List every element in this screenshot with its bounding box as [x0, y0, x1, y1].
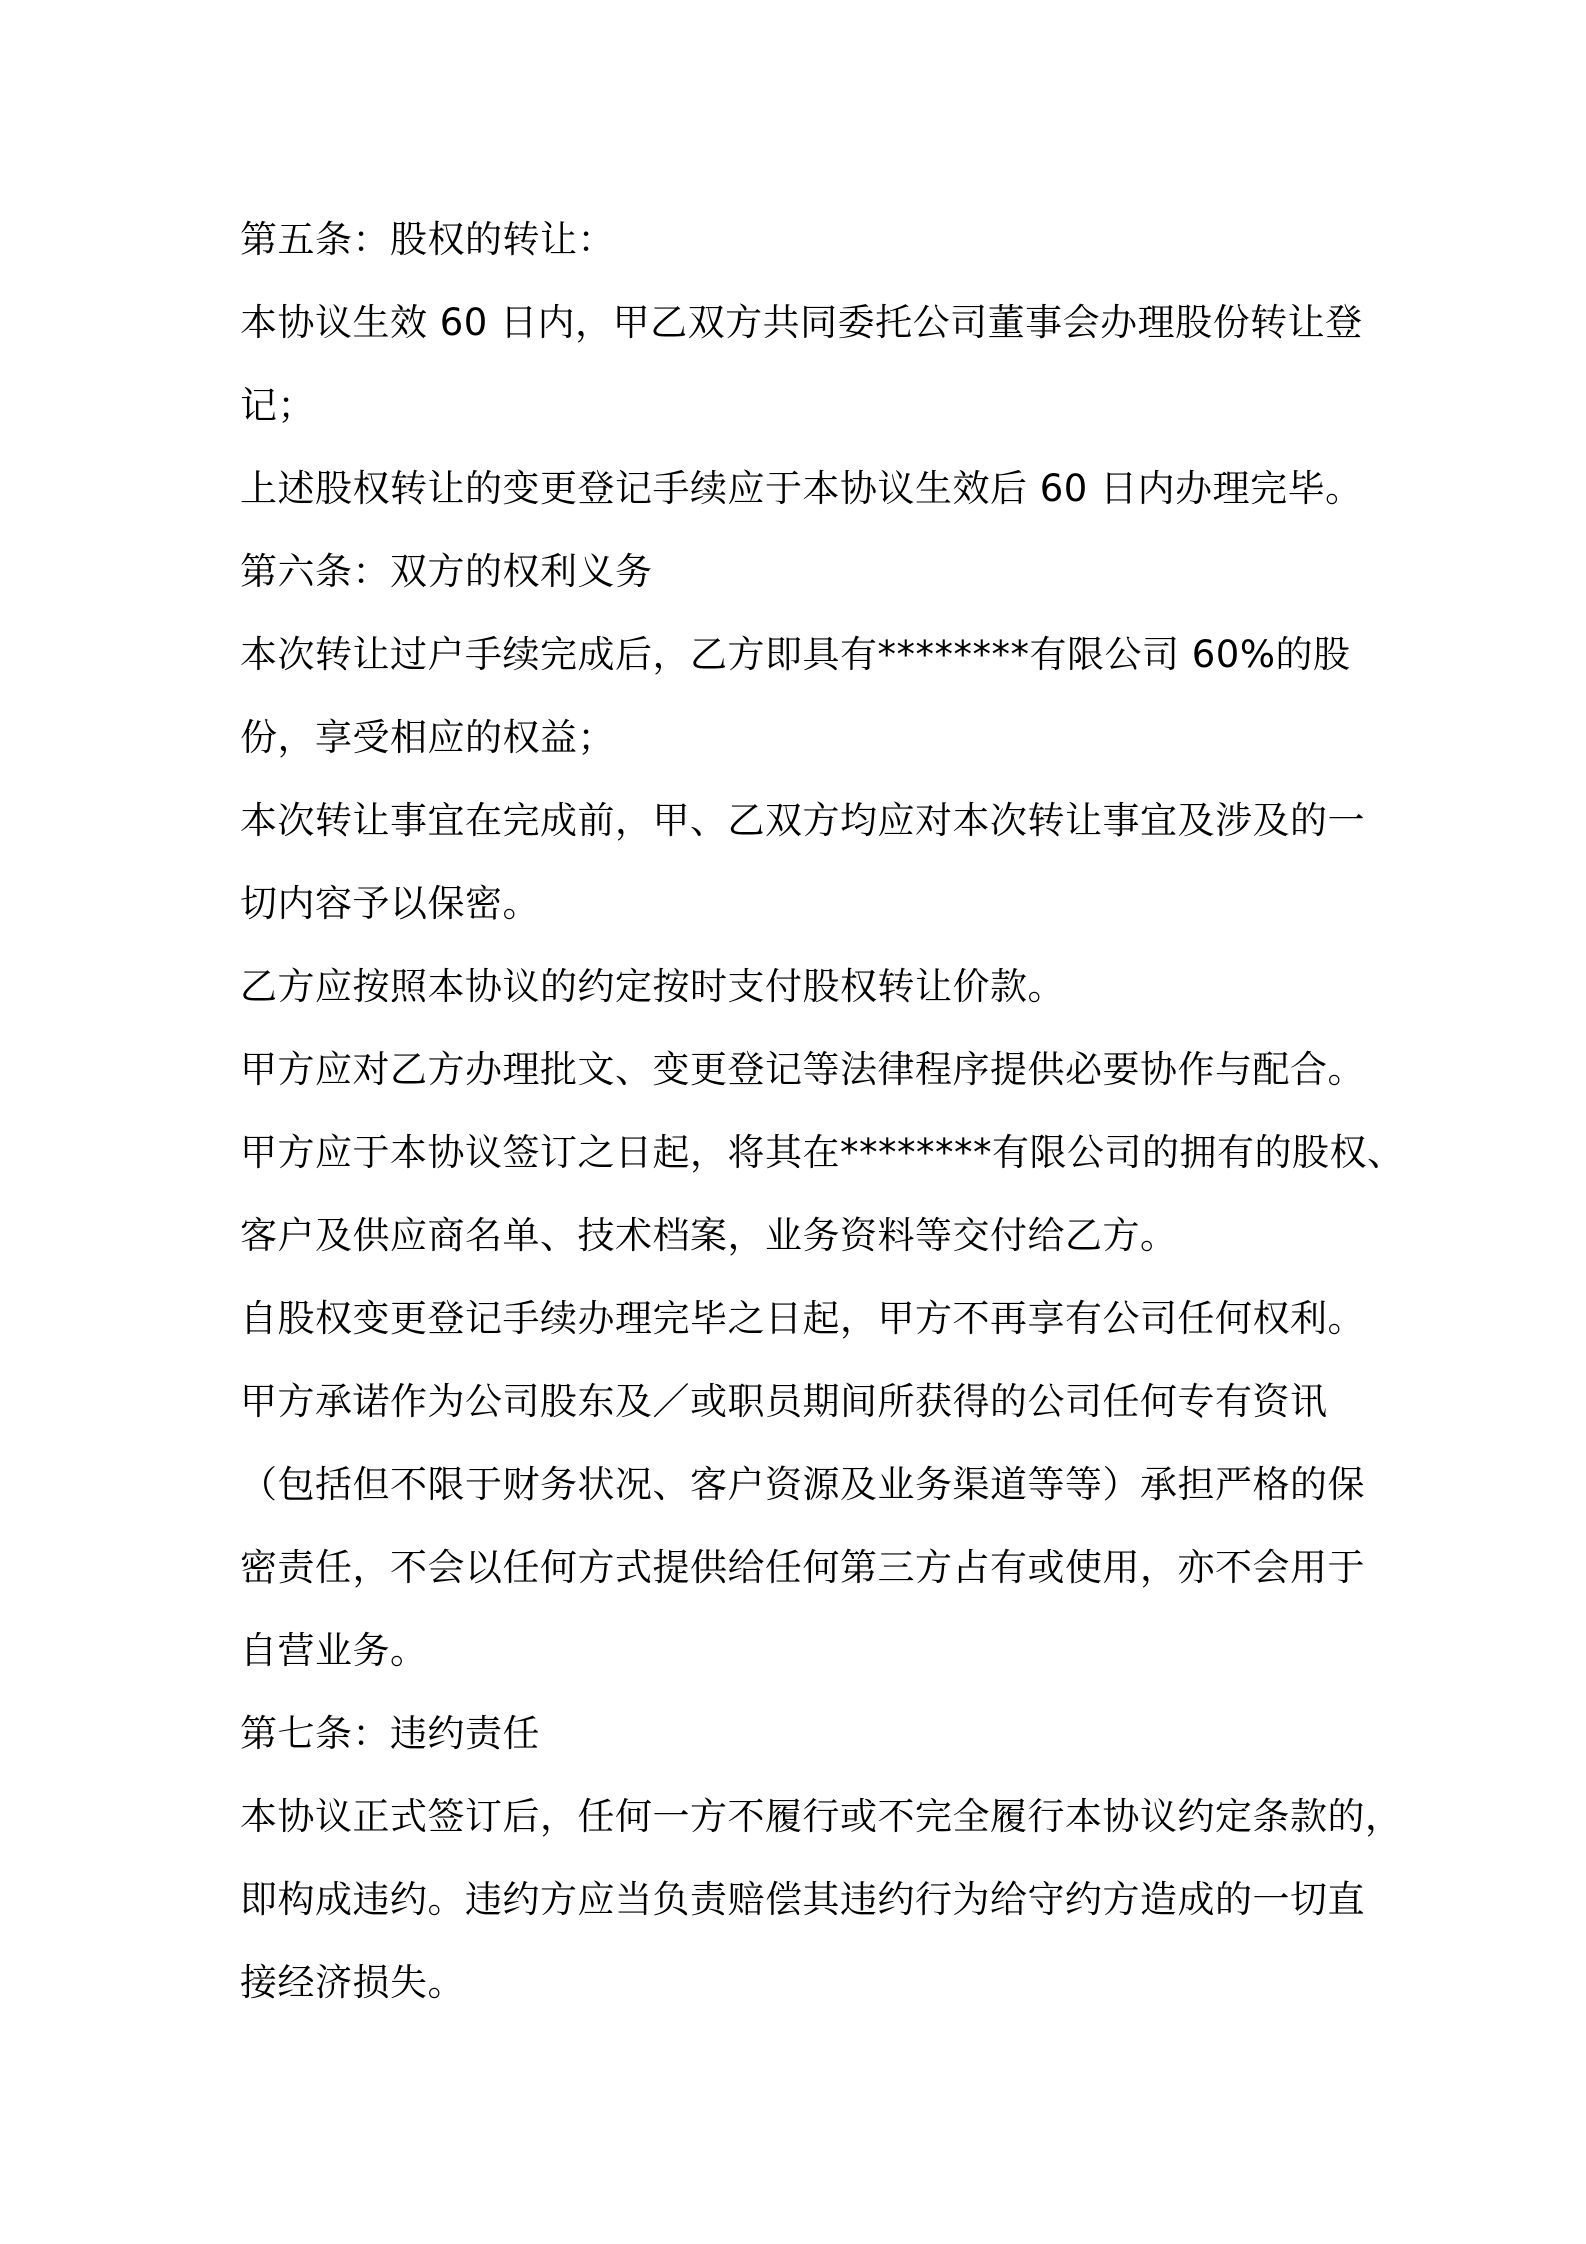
- document-body: [240, 198, 1405, 2024]
- text-line: 份，享受相应的权益；: [240, 716, 615, 759]
- text-line: 甲方承诺作为公司股东及／或职员期间所获得的公司任何专有资讯: [240, 1380, 1328, 1423]
- text-line: 甲方应于本协议签订之日起，将其在********有限公司的拥有的股权、: [240, 1131, 1405, 1174]
- text-line: 密责任，不会以任何方式提供给任何第三方占有或使用，亦不会用于: [240, 1546, 1365, 1589]
- text-line: 上述股权转让的变更登记手续应于本协议生效后 60 日内办理完毕。: [240, 467, 1363, 510]
- article-5-heading: 第五条：股权的转让：: [240, 218, 615, 261]
- text-line: 自股权变更登记手续办理完毕之日起，甲方不再享有公司任何权利。: [240, 1297, 1365, 1340]
- article-6-heading: 第六条：双方的权利义务: [240, 550, 653, 593]
- text-line: 甲方应对乙方办理批文、变更登记等法律程序提供必要协作与配合。: [240, 1048, 1365, 1091]
- text-line: 本协议正式签订后，任何一方不履行或不完全履行本协议约定条款的，: [240, 1795, 1403, 1838]
- text-line: （包括但不限于财务状况、客户资源及业务渠道等等）承担严格的保: [240, 1463, 1365, 1506]
- text-line: 切内容予以保密。: [240, 882, 540, 925]
- text-line: 本次转让过户手续完成后，乙方即具有********有限公司 60%的股: [240, 633, 1351, 676]
- text-line: 乙方应按照本协议的约定按时支付股权转让价款。: [240, 965, 1065, 1008]
- text-line: 客户及供应商名单、技术档案，业务资料等交付给乙方。: [240, 1214, 1178, 1257]
- text-line: 记；: [240, 384, 315, 427]
- text-line: 接经济损失。: [240, 1961, 465, 2004]
- text-line: 自营业务。: [240, 1629, 428, 1672]
- text-line: 本次转让事宜在完成前，甲、乙双方均应对本次转让事宜及涉及的一: [240, 799, 1365, 842]
- article-7-heading: 第七条：违约责任: [240, 1712, 540, 1755]
- text-line: 即构成违约。违约方应当负责赔偿其违约行为给守约方造成的一切直: [240, 1878, 1365, 1921]
- text-line: 本协议生效 60 日内，甲乙双方共同委托公司董事会办理股份转让登: [240, 301, 1363, 344]
